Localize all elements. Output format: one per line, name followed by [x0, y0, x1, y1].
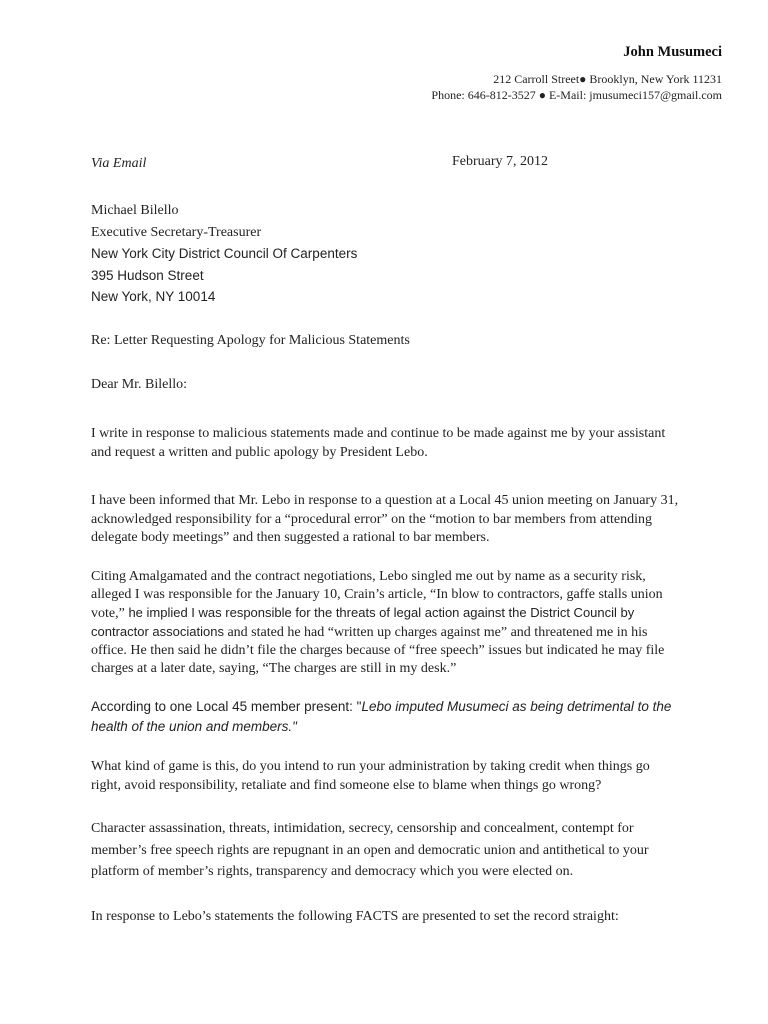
delivery-method: Via Email	[91, 156, 147, 171]
recipient-org: New York City District Council Of Carpenters	[91, 246, 358, 261]
recipient-title: Executive Secretary-Treasurer	[91, 224, 262, 240]
paragraph-7: In response to Lebo’s statements the following FACTS are presented to set the record straight:	[91, 909, 619, 924]
paragraph-1: I write in response to malicious statements made and continue to be made against me by your assistant and request a written and public apology by President Lebo.	[91, 426, 666, 460]
paragraph-4-intro: According to one Local 45 member present: "	[91, 699, 362, 714]
paragraph-4-quote: Lebo imputed Musumeci as being detrimental to the health of the union and members.	[91, 699, 672, 734]
sender-address: 212 Carroll Street● Brooklyn, New York 11231	[493, 72, 722, 86]
paragraph-5: What kind of game is this, do you intend to run your administration by taking credit when things go right, avoid responsibility, retaliate and find someone else to blame when things go wrong?	[91, 759, 650, 793]
letter-date: February 7, 2012	[452, 154, 549, 169]
paragraph-3	[91, 568, 683, 678]
paragraph-3-part-1: Citing Amalgamated and the contract negotiations, Lebo singled me out by name as a security risk, alleged I was responsible for the January 10, Crain’s article, “In blow to contractors, gaffe stalls union vote,”	[91, 569, 663, 621]
subject-line: Re: Letter Requesting Apology for Malicious Statements	[91, 333, 410, 348]
sender-contact: Phone: 646-812-3527 ● E-Mail: jmusumeci157@gmail.com	[431, 88, 722, 102]
sender-name: John Musumeci	[623, 44, 722, 60]
salutation: Dear Mr. Bilello:	[91, 377, 188, 392]
recipient-block	[91, 200, 357, 308]
paragraph-4	[91, 698, 683, 737]
letterhead	[431, 44, 722, 103]
paragraph-3-part-2: and stated he had “written up charges against me” and threatened me in his office. He then said he didn’t file the charges because of “free speech” issues but indicated he may file charges at a later date, saying, “The charges are still in my desk.”	[91, 625, 665, 676]
recipient-city: New York, NY 10014	[91, 289, 216, 304]
paragraph-6: Character assassination, threats, intimidation, secrecy, censorship and concealment, contempt for member’s free speech rights are repugnant in an open and democratic union and antithetical to your platform of member’s rights, transparency and democracy which you were elected on.	[91, 821, 649, 879]
paragraph-3-emphasis: he implied I was responsible for the threats of legal action against the District Council by contractor associations	[91, 605, 635, 639]
recipient-street: 395 Hudson Street	[91, 267, 204, 283]
paragraph-2: I have been informed that Mr. Lebo in response to a question at a Local 45 union meeting on January 31, acknowledged responsibility for a “procedural error” on the “motion to bar members from attending delegate body meetings” and then suggested a rational to bar members.	[91, 493, 679, 545]
recipient-name: Michael Bilello	[91, 203, 179, 218]
paragraph-4-close: "	[292, 718, 297, 734]
